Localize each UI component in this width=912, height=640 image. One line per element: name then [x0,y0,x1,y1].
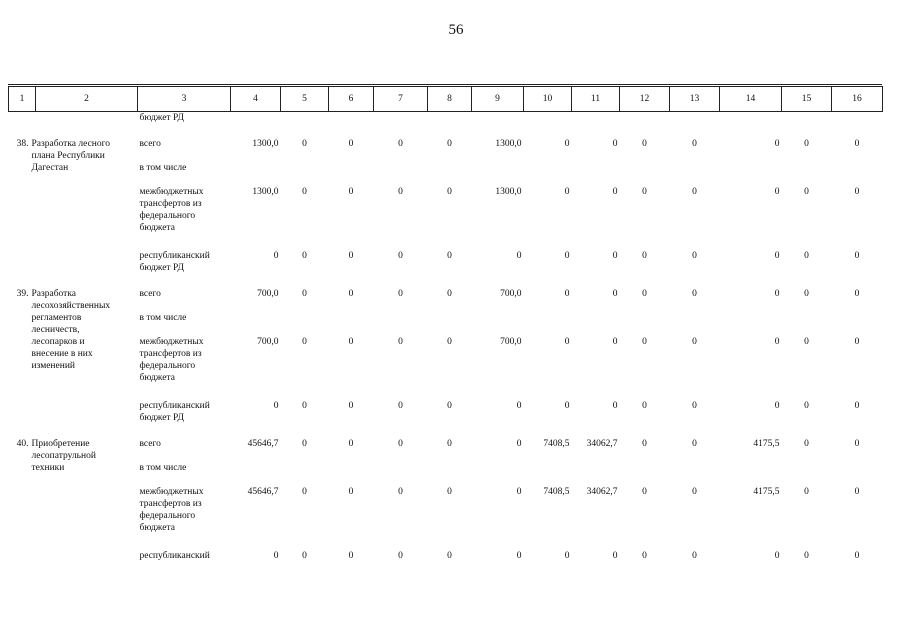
value-cell-col-13: 0 [692,550,697,561]
value-cell-col-7: 0 [398,336,403,347]
value-cell-col-4: 700,0 [257,336,279,347]
table-header [9,87,883,112]
table-row [9,138,883,162]
value-cell-col-16: 0 [854,250,860,261]
row-label: республиканский [139,550,210,561]
item-name-cell [9,438,138,578]
value-cell-col-12: 0 [642,486,647,497]
value-cell-col-9 [472,162,524,186]
column-number-13: 13 [670,87,720,112]
table-row [9,288,883,312]
value-cell-col-7: 0 [398,400,403,411]
table-row [9,250,883,288]
value-cell-col-8 [428,462,472,486]
value-cell-col-15: 0 [804,250,809,261]
value-cell-col-4: 1300,0 [252,186,279,197]
item-number: 39. [16,288,29,299]
value-cell-col-7: 0 [398,138,403,149]
value-cell-col-10: 7408,5 [543,486,570,497]
table-row [9,162,883,186]
value-cell-col-6: 0 [348,250,354,261]
row-label: всего [139,138,161,149]
continuation-row [9,112,883,138]
column-number-7: 7 [374,87,428,112]
value-cell-col-6 [329,162,374,186]
value-cell-col-14: 0 [774,400,780,411]
value-cell-col-4: 1300,0 [252,138,279,149]
value-cell-col-13: 0 [692,250,697,261]
value-cell-col-10: 0 [564,250,570,261]
item-name-cell [9,138,138,288]
item-number: 40. [16,438,29,449]
value-cell-col-16: 0 [854,438,860,449]
value-cell-col-10: 0 [564,550,570,561]
column-number-3: 3 [138,87,231,112]
column-number-9: 9 [472,87,524,112]
value-cell-col-7: 0 [398,438,403,449]
value-cell-col-14: 0 [774,288,780,299]
value-cell-col-10 [524,312,572,336]
row-label: межбюджетных трансфертов из федерального бюджета [139,486,204,533]
value-cell-col-7: 0 [398,186,403,197]
value-cell-col-5: 0 [302,400,307,411]
value-cell-col-12: 0 [642,336,647,347]
value-cell-col-11 [572,462,620,486]
value-cell-col-8: 0 [447,186,452,197]
value-cell-col-15: 0 [804,550,809,561]
value-cell-col-13: 0 [692,138,697,149]
value-cell-col-8: 0 [447,138,452,149]
value-cell-col-16 [832,312,883,336]
value-cell-col-5: 0 [302,486,307,497]
value-cell-col-10: 0 [564,400,570,411]
value-cell-col-15 [782,162,832,186]
value-cell-col-16: 0 [854,336,860,347]
value-cell-col-10 [524,462,572,486]
column-number-8: 8 [428,87,472,112]
value-cell-col-6: 0 [348,550,354,561]
value-cell-col-16: 0 [854,400,860,411]
row-label: в том числе [139,462,187,473]
value-cell-col-8: 0 [447,486,452,497]
column-number-11: 11 [572,87,620,112]
value-cell-col-15: 0 [804,186,809,197]
value-cell-col-4 [231,162,281,186]
value-cell-col-13: 0 [692,288,697,299]
column-number-10: 10 [524,87,572,112]
value-cell-col-16 [832,162,883,186]
value-cell-col-5: 0 [302,336,307,347]
value-cell-col-10 [524,162,572,186]
value-cell-col-15: 0 [804,138,809,149]
row-label: всего [139,438,161,449]
value-cell-col-4: 45646,7 [247,486,279,497]
value-cell-col-10: 0 [564,138,570,149]
value-cell-col-13: 0 [692,438,697,449]
value-cell-col-7: 0 [398,250,403,261]
value-cell-col-9 [472,462,524,486]
column-number-12: 12 [620,87,670,112]
value-cell-col-4: 45646,7 [247,438,279,449]
value-cell-col-14: 4175,5 [753,438,780,449]
value-cell-col-12: 0 [642,250,647,261]
value-cell-col-6: 0 [348,336,354,347]
value-cell-col-7 [374,462,428,486]
value-cell-col-16: 0 [854,288,860,299]
value-cell-col-5 [281,462,329,486]
row-label: республиканский бюджет РД [139,250,210,273]
table-row [9,336,883,400]
value-cell-col-11 [572,162,620,186]
item-name-cell [9,288,138,438]
value-cell-col-16: 0 [854,186,860,197]
budget-table [8,86,883,578]
value-cell-col-8: 0 [447,336,452,347]
table-row [9,462,883,486]
value-cell-col-6 [329,312,374,336]
row-label: республиканский бюджет РД [139,400,210,423]
value-cell-col-4: 0 [273,250,279,261]
value-cell-col-11: 34062,7 [586,438,618,449]
value-cell-col-16 [832,462,883,486]
value-cell-col-6: 0 [348,486,354,497]
value-cell-col-9: 700,0 [500,336,522,347]
value-cell-col-14 [720,462,782,486]
value-cell-col-4 [231,462,281,486]
value-cell-col-14 [720,162,782,186]
item-name: Разработка лесохозяйственных регламентов лесничеств, лесопарков и внесение в них изменений [31,288,111,371]
value-cell-col-4: 700,0 [257,288,279,299]
value-cell-col-11: 0 [612,336,618,347]
value-cell-col-14: 0 [774,186,780,197]
value-cell-col-15: 0 [804,288,809,299]
value-cell-col-9: 0 [516,438,522,449]
value-cell-col-10: 0 [564,288,570,299]
row-label: межбюджетных трансфертов из федерального бюджета [139,336,204,383]
value-cell-col-16: 0 [854,550,860,561]
value-cell-col-7: 0 [398,288,403,299]
value-cell-col-8: 0 [447,400,452,411]
value-cell-col-5: 0 [302,438,307,449]
value-cell-col-8: 0 [447,438,452,449]
value-cell-col-11: 34062,7 [586,486,618,497]
item-name: Разработка лесного плана Республики Дагестан [31,138,111,173]
value-cell-col-8 [428,162,472,186]
column-number-row [9,87,883,112]
item-number: 38. [16,138,29,149]
value-cell-col-11: 0 [612,186,618,197]
value-cell-col-5: 0 [302,288,307,299]
column-number-14: 14 [720,87,782,112]
value-cell-col-4: 0 [273,550,279,561]
row-label: в том числе [139,312,187,323]
value-cell-col-9: 0 [516,250,522,261]
column-number-2: 2 [36,87,138,112]
value-cell-col-15 [782,312,832,336]
value-cell-col-4: 0 [273,400,279,411]
value-cell-col-5: 0 [302,138,307,149]
value-cell-col-6: 0 [348,400,354,411]
value-cell-col-12: 0 [642,186,647,197]
value-cell-col-10: 0 [564,336,570,347]
value-cell-col-12 [620,462,670,486]
top-rule [8,84,882,85]
value-cell-col-5 [281,162,329,186]
table-row [9,486,883,550]
row-label: всего [139,288,161,299]
value-cell-col-13: 0 [692,186,697,197]
value-cell-col-6: 0 [348,186,354,197]
value-cell-col-10: 7408,5 [543,438,570,449]
column-number-16: 16 [832,87,883,112]
value-cell-col-7: 0 [398,486,403,497]
value-cell-col-6: 0 [348,138,354,149]
value-cell-col-16: 0 [854,138,860,149]
value-cell-col-6: 0 [348,288,354,299]
value-cell-col-12 [620,312,670,336]
row-label: межбюджетных трансфертов из федерального бюджета [139,186,204,233]
value-cell-col-11: 0 [612,288,618,299]
value-cell-col-13 [670,312,720,336]
value-cell-col-11: 0 [612,550,618,561]
table-row [9,400,883,438]
value-cell-col-12: 0 [642,138,647,149]
column-number-4: 4 [231,87,281,112]
value-cell-col-9 [472,312,524,336]
value-cell-col-9: 0 [516,486,522,497]
value-cell-col-14: 0 [774,550,780,561]
value-cell-col-9: 0 [516,400,522,411]
value-cell-col-13: 0 [692,336,697,347]
value-cell-col-16: 0 [854,486,860,497]
value-cell-col-7 [374,312,428,336]
value-cell-col-14 [720,312,782,336]
column-number-6: 6 [329,87,374,112]
value-cell-col-6: 0 [348,438,354,449]
value-cell-col-13: 0 [692,400,697,411]
value-cell-col-11: 0 [612,138,618,149]
item-name: Приобретение лесопатрульной техники [31,438,96,473]
value-cell-col-5 [281,312,329,336]
value-cell-col-15: 0 [804,438,809,449]
value-cell-col-11: 0 [612,400,618,411]
value-cell-col-14: 0 [774,250,780,261]
value-cell-col-8: 0 [447,250,452,261]
value-cell-col-4 [231,312,281,336]
value-cell-col-12: 0 [642,400,647,411]
value-cell-col-8: 0 [447,288,452,299]
page-number: 56 [448,22,464,38]
value-cell-col-15: 0 [804,336,809,347]
value-cell-col-5: 0 [302,550,307,561]
table-row [9,186,883,250]
value-cell-col-13: 0 [692,486,697,497]
value-cell-col-13 [670,462,720,486]
table-row [9,312,883,336]
value-cell-col-14: 4175,5 [753,486,780,497]
value-cell-col-10: 0 [564,186,570,197]
value-cell-col-9: 1300,0 [495,186,522,197]
row-label: в том числе [139,162,187,173]
value-cell-col-14: 0 [774,138,780,149]
value-cell-col-14: 0 [774,336,780,347]
value-cell-col-7 [374,162,428,186]
table-body [9,112,883,578]
value-cell-col-15: 0 [804,486,809,497]
value-cell-col-5: 0 [302,250,307,261]
value-cell-col-15 [782,462,832,486]
value-cell-col-9: 1300,0 [495,138,522,149]
value-cell-col-15: 0 [804,400,809,411]
value-cell-col-13 [670,162,720,186]
value-cell-col-6 [329,462,374,486]
value-cell-col-5: 0 [302,186,307,197]
value-cell-col-11 [572,312,620,336]
value-cell-col-11: 0 [612,250,618,261]
value-cell-col-12 [620,162,670,186]
column-number-5: 5 [281,87,329,112]
value-cell-col-12: 0 [642,438,647,449]
table-row [9,550,883,578]
table-row [9,438,883,462]
column-number-15: 15 [782,87,832,112]
value-cell-col-8 [428,312,472,336]
value-cell-col-8: 0 [447,550,452,561]
value-cell-col-9: 0 [516,550,522,561]
value-cell-col-12: 0 [642,550,647,561]
value-cell-col-9: 700,0 [500,288,522,299]
row-label: бюджет РД [139,113,185,123]
column-number-1: 1 [9,87,36,112]
value-cell-col-7: 0 [398,550,403,561]
value-cell-col-12: 0 [642,288,647,299]
